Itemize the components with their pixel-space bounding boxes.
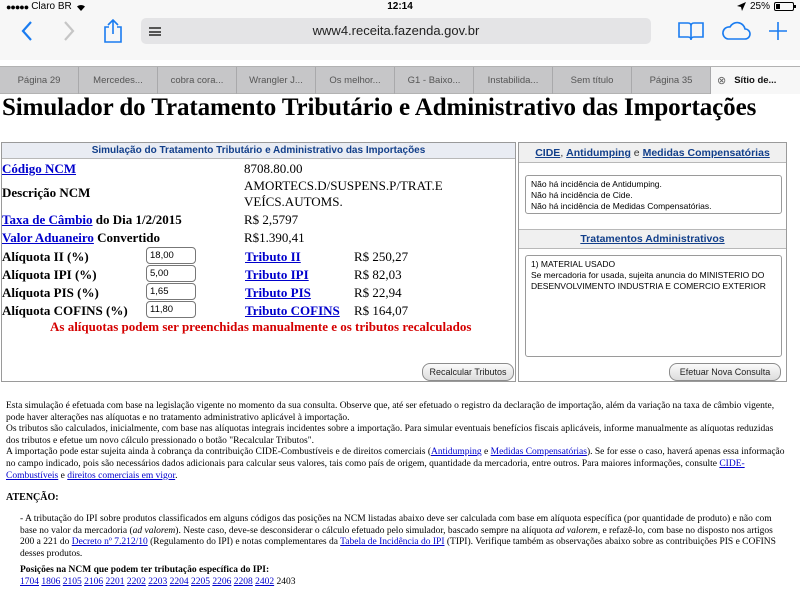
manual-rates-warning: As alíquotas podem ser preenchidas manualmente e os tributos recalculados [50,319,472,334]
recalculate-button[interactable]: Recalcular Tributos [422,363,514,381]
url-text[interactable]: www4.receita.fazenda.gov.br [312,23,480,38]
page-title: Simulador do Tratamento Tributário e Administrativo das Importações [2,94,757,121]
note-text: (TIPI). Verifique também as observações abaixo sobre as contribuições PIS e COFINS desses produtos. [20,537,776,559]
browser-tab[interactable] [158,67,237,94]
tributo-ii-value: R$ 250,27 [354,249,409,264]
valor-aduaneiro-link[interactable]: Valor Aduaneiro [2,230,94,245]
p3-text: . [175,470,178,481]
ncm-code-link[interactable]: 2204 [169,577,189,587]
browser-tab[interactable] [79,67,158,94]
browser-tab[interactable] [474,67,553,94]
signal-icon: ●●●●● [6,1,29,12]
simulation-panel-header: Simulação do Tratamento Tributário e Administrativo das Importações [2,143,515,159]
status-right [737,1,794,12]
cloud-icon [721,21,751,41]
codigo-ncm-link[interactable]: Código NCM [2,161,77,176]
incidence-line: Não há incidência de Antidumping. [531,179,662,189]
note-text: (Regulamento do IPI) e notas complementares da [147,537,341,548]
back-icon [21,21,33,41]
plus-icon [769,22,787,40]
battery-percent: 25% [749,1,770,12]
ncm-code-plain: 2403 [276,577,296,587]
carrier-label: Claro BR [31,1,72,12]
share-icon [103,19,123,43]
status-bar [0,0,800,14]
ncm-code-link[interactable]: 1806 [41,577,61,587]
browser-tab-label: Sítio de... [734,75,777,86]
browser-toolbar [0,14,800,60]
browser-tab-label: Os melhor... [329,75,381,86]
browser-tab[interactable] [0,67,79,94]
ncm-code-link[interactable]: 2402 [255,577,275,587]
medidas-body-link[interactable]: Medidas Compensatórias [490,447,587,458]
tributo-pis-link[interactable]: Tributo PIS [245,285,311,300]
tratamento-line2: Se mercadoria for usada, sujeita anuncia do MINISTERIO DO DESENVOLVIMENTO INDUSTRIA E COMERCIO EXTERIOR [531,270,766,291]
aliquota-pis-label: Alíquota PIS (%) [2,285,99,300]
note-text: - A tributação do IPI sobre produtos classificados em alguns códigos das posições na NCM listadas abaixo deve ser calculada com base em alíquota específica (por quantidade de produto) e não com base no valor da mercadoria ( [20,514,772,536]
browser-tab-label: G1 - Baixo... [407,75,461,86]
disclaimer-p3 [6,447,788,482]
new-tab-button[interactable] [766,14,790,48]
ncm-code-link[interactable]: 2106 [84,577,104,587]
ncm-code-link[interactable]: 2202 [126,577,146,587]
browser-tab-label: Mercedes... [93,75,143,86]
valor-aduaneiro-value: R$1.390,41 [244,230,305,245]
tributo-pis-value: R$ 22,94 [354,285,402,300]
antidumping-body-link[interactable]: Antidumping [430,447,482,458]
ipi-note [20,514,785,560]
browser-tab[interactable] [711,67,800,94]
aliquota-cofins-input[interactable] [146,301,196,318]
browser-tab[interactable] [237,67,316,94]
ncm-code-link[interactable]: 2203 [148,577,168,587]
cide-header [519,143,786,163]
codigo-ncm-value: 8708.80.00 [244,161,303,176]
tab-bar [0,66,800,94]
browser-tab-label: Página 35 [649,75,693,86]
close-tab-icon[interactable]: ⊗ [717,75,727,87]
tributo-ii-link[interactable]: Tributo II [245,249,301,264]
address-bar[interactable] [141,18,651,44]
aliquota-ii-label: Alíquota II (%) [2,249,89,264]
tratamentos-header[interactable]: Tratamentos Administrativos [519,229,786,249]
ncm-code-link[interactable]: 2208 [233,577,253,587]
tributo-cofins-link[interactable]: Tributo COFINS [245,303,340,318]
descricao-ncm-line1: AMORTECS.D/SUSPENS.P/TRAT.E [244,178,443,193]
valor-aduaneiro-label [2,230,160,246]
browser-tab-label: Página 29 [17,75,61,86]
browser-tab-label: Instabilida... [487,75,539,86]
incidence-line: Não há incidência de Medidas Compensatórias. [531,201,712,211]
back-button[interactable] [14,14,40,48]
admin-panel [518,142,787,382]
ncm-code-link[interactable]: 2201 [105,577,125,587]
browser-tab[interactable] [316,67,395,94]
p3-text: e [481,447,491,458]
clock: 12:14 [387,1,413,12]
decreto-link[interactable]: Decreto nº 7.212/10 [71,537,148,548]
book-icon [678,21,704,41]
incidence-textbox[interactable] [525,175,782,214]
ncm-codes-title: Posições na NCM que podem ter tributação específica do IPI: [20,565,270,575]
forward-icon [63,21,75,41]
tributo-ipi-value: R$ 82,03 [354,267,402,282]
p3-text: e [58,470,68,481]
p3-text: ). Se for esse o caso, haverá apenas essa informação no campo indicado, pois são necessários dados adicionais para calcular seus valores, tais como país de origem, quantidade da mercadoria, entre outros. Para maiores informações, consulte [6,447,785,469]
taxa-cambio-value: R$ 2,5797 [244,212,299,227]
aliquota-pis-input[interactable] [146,283,196,300]
ncm-codes-list [20,577,296,587]
simulation-panel [1,142,516,382]
note-em: ad valorem [132,525,176,536]
tributo-cofins-value: R$ 164,07 [354,303,409,318]
antidumping-link[interactable]: Antidumping [566,147,631,159]
browser-tab[interactable] [395,67,474,94]
location-icon [737,2,746,11]
codigo-ncm-label [2,161,76,177]
ncm-code-link[interactable]: 1704 [20,577,39,587]
ncm-code-link[interactable]: 2105 [62,577,82,587]
aliquota-ipi-label: Alíquota IPI (%) [2,267,97,282]
ncm-code-link[interactable]: 2205 [191,577,210,587]
new-consultation-button[interactable]: Efetuar Nova Consulta [669,363,781,381]
disclaimer-text [6,401,788,482]
ncm-code-link[interactable]: 2206 [212,577,232,587]
medidas-compensatorias-link[interactable]: Medidas Compensatórias [642,147,770,159]
tratamento-line1: 1) MATERIAL USADO [531,259,616,269]
descricao-ncm-label: Descrição NCM [2,185,91,200]
taxa-cambio-suffix: do Dia 1/2/2015 [92,212,182,227]
direitos-comerciais-link[interactable]: direitos comerciais em vigor [67,470,176,481]
aliquota-cofins-label: Alíquota COFINS (%) [2,303,128,318]
taxa-cambio-label [2,212,182,228]
incidence-line: Não há incidência de Cide. [531,190,633,200]
note-em: ad valorem [555,525,598,536]
cide-sep1: , [560,147,567,159]
cide-link[interactable]: CIDE [535,147,561,159]
p3-text: A importação pode estar sujeita ainda à cobrança da contribuição CIDE-Combustíveis e de direitos comerciais ( [6,447,431,458]
forward-button[interactable] [56,14,82,48]
tipi-link[interactable]: Tabela de Incidência do IPI [340,537,445,548]
browser-tab[interactable] [553,67,632,94]
aliquota-ipi-input[interactable] [146,265,196,282]
browser-tab-label: Sem título [570,75,614,86]
bookmarks-button[interactable] [676,14,706,48]
descricao-ncm-line2: VEÍCS.AUTOMS. [244,194,343,209]
disclaimer-p2: Os tributos são calculados, inicialmente, com base nas alíquotas integrais incidentes sobre a importação. Para simular eventuais benefícios fiscais aplicáveis, informe manualmente as alíquotas reduzidas dos tributos e efetue um novo cálculo pressionado o botão "Recalcular Tributos". [6,424,774,446]
cide-combustiveis-link[interactable]: CIDE-Combustíveis [6,458,745,481]
disclaimer-p1: Esta simulação é efetuada com base na legislação vigente no momento da sua consulta. Observe que, até ser efetuado o registro da declaração de importação, além da variação na taxa de câmbio vigente, pode haver alterações nas alíquotas e no tratamento administrativo aplicável à importação. [6,401,775,423]
aliquota-ii-input[interactable] [146,247,196,264]
tributo-ipi-link[interactable]: Tributo IPI [245,267,309,282]
browser-tab[interactable] [632,67,711,94]
note-text: , e refazê-lo, com base no disposto nos artigos 200 a 221 do [20,525,773,548]
share-button[interactable] [98,14,128,48]
taxa-cambio-link[interactable]: Taxa de Câmbio [2,212,93,227]
note-text: ). Neste caso, deve-se desconsiderar o cálculo efetuado pelo simulador, bascado sempre na alíquota [175,525,556,536]
battery-icon [774,2,794,11]
browser-tab-label: cobra cora... [170,75,224,86]
valor-aduaneiro-suffix: Convertido [93,230,160,245]
cide-sep2: e [630,147,643,159]
atencao-heading: ATENÇÃO: [6,492,59,503]
browser-tab-label: Wrangler J... [249,75,303,86]
tratamentos-textbox[interactable] [525,255,782,357]
icloud-tabs-button[interactable] [720,14,752,48]
